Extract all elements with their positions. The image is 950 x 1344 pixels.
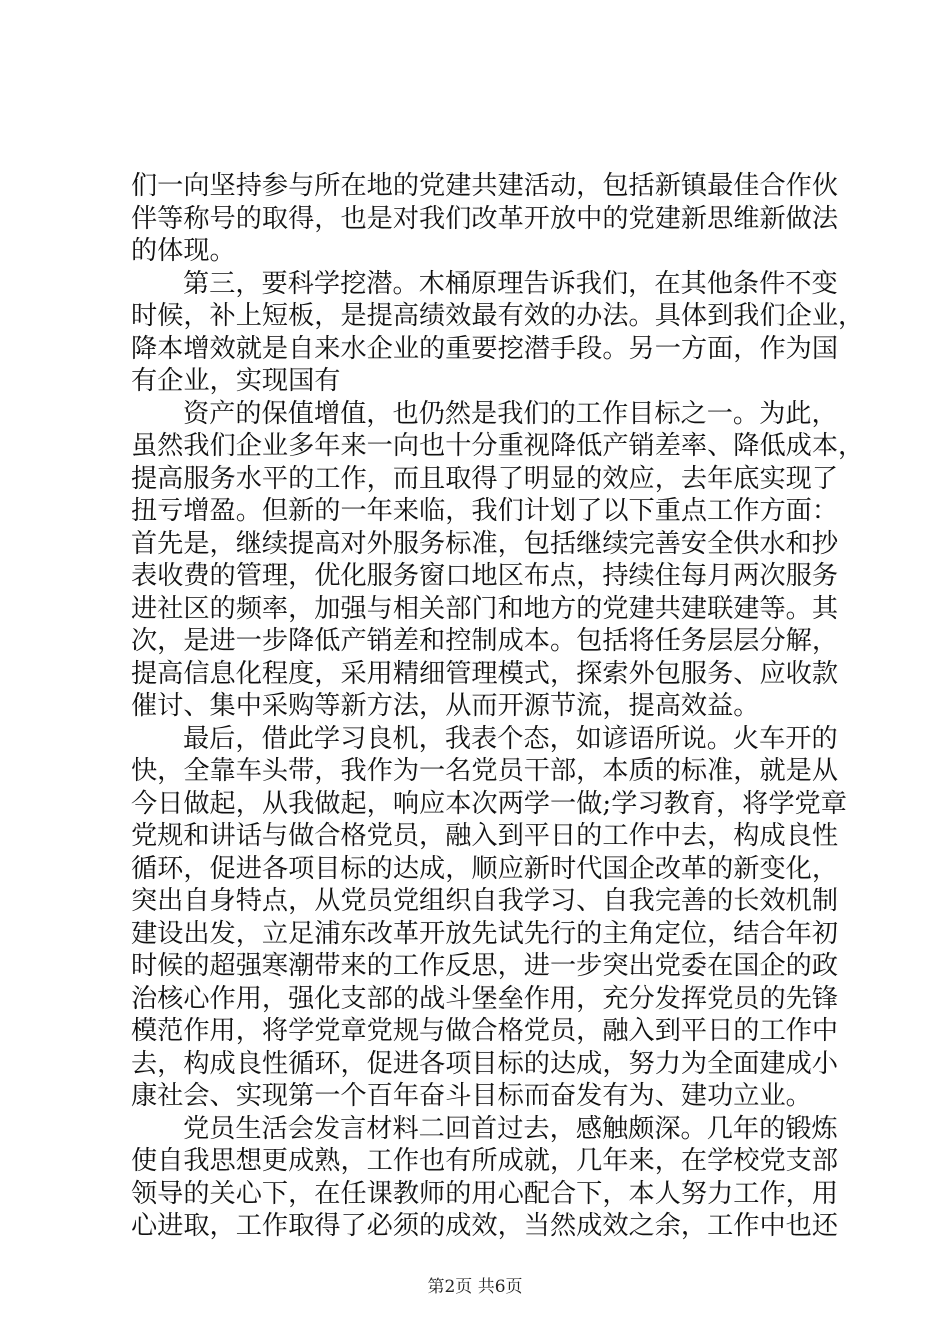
- text-line: 们一向坚持参与所在地的党建共建活动，包括新镇最佳合作伙: [131, 171, 839, 201]
- text-line: 进社区的频率，加强与相关部门和地方的党建共建联建等。其: [131, 593, 839, 624]
- text-line: 提高服务水平的工作，而且取得了明显的效应，去年底实现了: [131, 463, 839, 494]
- text-line: 表收费的管理，优化服务窗口地区布点，持续住每月两次服务: [131, 561, 839, 591]
- body-text: [131, 170, 865, 1243]
- text-line: 的体现。: [131, 236, 236, 266]
- text-line: 最后，借此学习良机，我表个态，如谚语所说。火车开的: [183, 723, 838, 754]
- text-line: 扭亏增盈。但新的一年来临，我们计划了以下重点工作方面：: [131, 496, 839, 526]
- text-line: 时候，补上短板，是提高绩效最有效的办法。具体到我们企业，: [131, 301, 865, 331]
- text-line: 建设出发，立足浦东改革开放先试先行的主角定位，结合年初: [131, 918, 839, 949]
- text-line: 虽然我们企业多年来一向也十分重视降低产销差率、降低成本，: [131, 431, 865, 461]
- text-line: 次，是进一步降低产销差和控制成本。包括将任务层层分解，: [131, 626, 839, 656]
- text-line: 有企业，实现国有: [131, 366, 341, 396]
- text-line: 催讨、集中采购等新方法，从而开源节流，提高效益。: [131, 691, 760, 721]
- text-line: 领导的关心下，在任课教师的用心配合下，本人努力工作，用: [131, 1178, 839, 1209]
- text-line: 使自我思想更成熟，工作也有所成就，几年来，在学校党支部: [131, 1146, 839, 1176]
- text-line: 去，构成良性循环，促进各项目标的达成，努力为全面建成小: [131, 1048, 839, 1079]
- text-line: 循环，促进各项目标的达成，顺应新时代国企改革的新变化，: [131, 853, 839, 884]
- text-line: 提高信息化程度，采用精细管理模式，探索外包服务、应收款: [131, 658, 839, 689]
- text-line: 伴等称号的取得，也是对我们改革开放中的党建新思维新做法: [131, 203, 839, 234]
- text-line: 今日做起，从我做起，响应本次两学一做;学习教育，将学党章: [131, 788, 847, 819]
- text-line: 党规和讲话与做合格党员，融入到平日的工作中去，构成良性: [131, 821, 839, 851]
- text-line: 模范作用，将学党章党规与做合格党员，融入到平日的工作中: [131, 1016, 839, 1046]
- text-line: 资产的保值增值，也仍然是我们的工作目标之一。为此，: [183, 398, 838, 429]
- text-line: 突出自身特点，从党员党组织自我学习、自我完善的长效机制: [131, 886, 839, 916]
- page-footer: 第2页 共6页: [427, 1277, 523, 1297]
- text-line: 时候的超强寒潮带来的工作反思，进一步突出党委在国企的政: [131, 951, 839, 981]
- text-line: 降本增效就是自来水企业的重要挖潜手段。另一方面，作为国: [131, 333, 839, 364]
- text-line: 第三，要科学挖潜。木桶原理告诉我们，在其他条件不变: [183, 268, 838, 299]
- text-line: 快，全靠车头带，我作为一名党员干部，本质的标准，就是从: [131, 756, 839, 786]
- text-line: 心进取，工作取得了必须的成效，当然成效之余，工作中也还: [131, 1211, 839, 1241]
- text-line: 康社会、实现第一个百年奋斗目标而奋发有为、建功立业。: [131, 1081, 812, 1111]
- text-line: 治核心作用，强化支部的战斗堡垒作用，充分发挥党员的先锋: [131, 983, 839, 1014]
- text-line: 党员生活会发言材料二回首过去，感触颇深。几年的锻炼: [183, 1113, 838, 1144]
- text-line: 首先是，继续提高对外服务标准，包括继续完善安全供水和抄: [131, 528, 839, 559]
